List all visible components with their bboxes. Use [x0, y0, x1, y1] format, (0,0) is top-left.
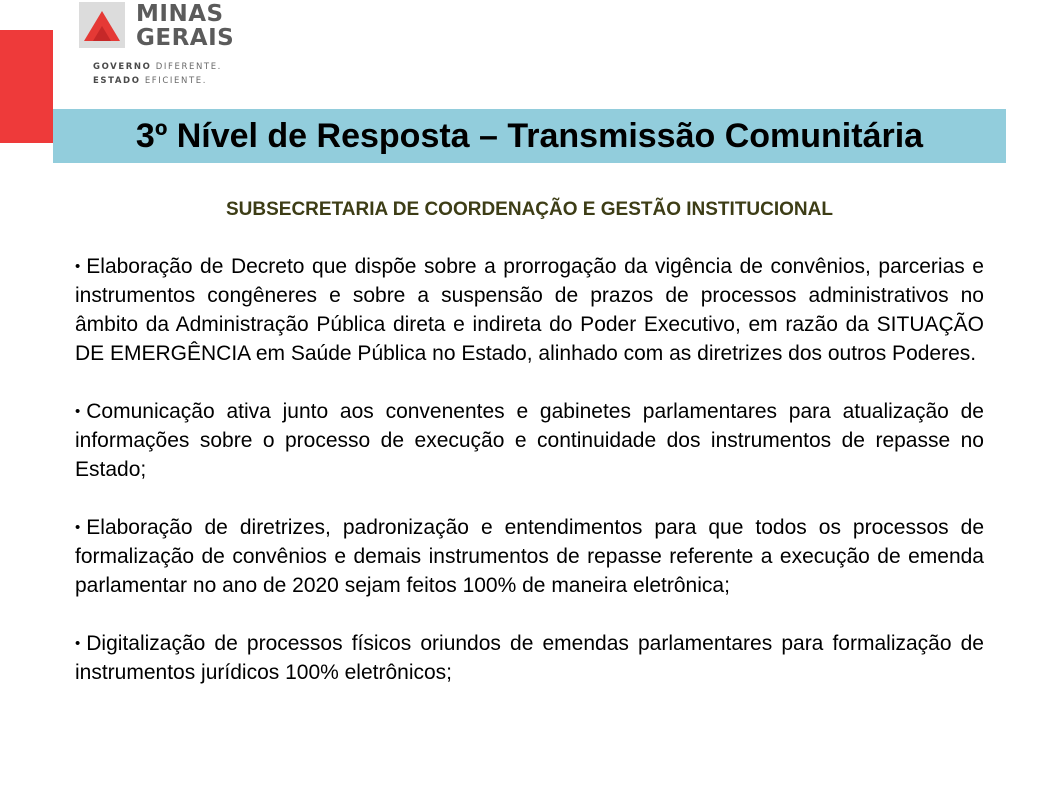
- page-title: 3º Nível de Resposta – Transmissão Comunitária: [135, 117, 924, 155]
- bullet-item-digitalization: • Digitalização de processos físicos oriundos de emendas parlamentares para formalização de instrumentos jurídicos 100% eletrônicos;: [75, 632, 984, 684]
- logo-tagline-2: ESTADO EFICIENTE.: [93, 76, 208, 86]
- logo-word-gerais: GERAIS: [136, 25, 235, 51]
- bullet-dot-icon: •: [75, 258, 81, 275]
- section-subtitle: SUBSECRETARIA DE COORDENAÇÃO E GESTÃO INSTITUCIONAL: [226, 199, 833, 220]
- triangle-logo-icon: [79, 2, 125, 48]
- bullet-list: [75, 252, 984, 716]
- title-band: [53, 109, 1006, 163]
- bullet-dot-icon: •: [75, 403, 81, 420]
- logo-word-minas: MINAS: [136, 1, 224, 27]
- bullet-dot-icon: •: [75, 635, 81, 652]
- bullet-dot-icon: •: [75, 519, 81, 536]
- bullet-item-guidelines: • Elaboração de diretrizes, padronização e entendimentos para que todos os processos de formalização de convênios e demais instrumentos de repasse referente a execução de emenda parlamentar no ano de 2020 sejam feitos 100% de maneira eletrônica;: [75, 516, 984, 597]
- logo-tagline-1: GOVERNO DIFERENTE.: [93, 62, 222, 72]
- bullet-item-communication: • Comunicação ativa junto aos convenentes e gabinetes parlamentares para atualização de informações sobre o processo de execução e continuidade dos instrumentos de repasse no Estado;: [75, 400, 984, 481]
- minas-gerais-logo: [79, 2, 259, 92]
- bullet-item-decree: • Elaboração de Decreto que dispõe sobre a prorrogação da vigência de convênios, parcerias e instrumentos congêneres e sobre a suspensão de prazos de processos administrativos no âmbito da Administração Pública direta e indireta do Poder Executivo, em razão da SITUAÇÃO DE EMERGÊNCIA em Saúde Pública no Estado, alinhado com as diretrizes dos outros Poderes.: [75, 255, 984, 365]
- red-accent-bar: [0, 30, 53, 143]
